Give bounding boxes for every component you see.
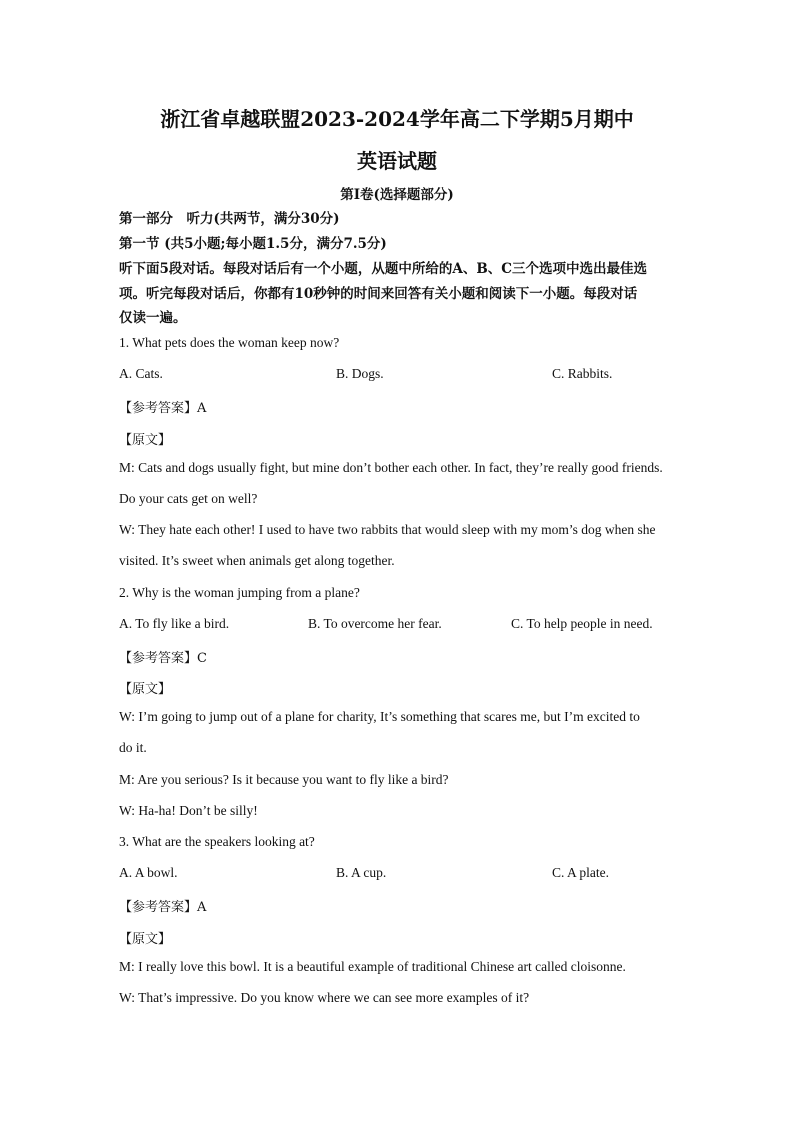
transcript-line: W: They hate each other! I used to have two rabbits that would sleep with my mom’s dog when she	[119, 522, 656, 537]
transcript-line: Do your cats get on well?	[119, 491, 258, 506]
option-b: B. A cup.	[336, 865, 387, 880]
instruction-line: 仅读一遍。	[119, 310, 187, 326]
document-title: 浙江省卓越联盟2023-2024学年高二下学期5月期中	[160, 107, 634, 131]
option-c: C. To help people in need.	[511, 616, 653, 631]
option-b: B. To overcome her fear.	[308, 616, 442, 631]
question-stem: 3. What are the speakers looking at?	[119, 834, 315, 849]
part-heading: 第一部分 听力(共两节，满分30分)	[119, 211, 340, 227]
option-a: A. To fly like a bird.	[119, 616, 230, 631]
instruction-line: 项。听完每段对话后，你都有10秒钟的时间来回答有关小题和阅读下一小题。每段对话	[119, 286, 638, 302]
transcript-line: W: That’s impressive. Do you know where we can see more examples of it?	[119, 990, 530, 1005]
transcript-line: visited. It’s sweet when animals get along together.	[119, 553, 395, 568]
document-subtitle: 英语试题	[357, 149, 437, 173]
answer-key: 【参考答案】A	[119, 900, 207, 915]
transcript-line: W: Ha-ha! Don’t be silly!	[119, 803, 258, 818]
volume-heading: 第Ⅰ卷(选择题部分)	[340, 187, 454, 203]
question-stem: 2. Why is the woman jumping from a plane?	[119, 585, 360, 600]
answer-key: 【参考答案】A	[119, 401, 207, 416]
transcript-label: 【原文】	[119, 433, 172, 448]
transcript-line: do it.	[119, 740, 147, 755]
option-b: B. Dogs.	[336, 366, 384, 381]
transcript-line: M: Cats and dogs usually fight, but mine don’t bother each other. In fact, they’re really good friends.	[119, 460, 663, 475]
transcript-line: W: I’m going to jump out of a plane for charity, It’s something that scares me, but I’m excited to	[119, 709, 640, 724]
answer-key: 【参考答案】C	[119, 651, 207, 666]
option-a: A. Cats.	[119, 366, 163, 381]
transcript-label: 【原文】	[119, 932, 172, 947]
option-a: A. A bowl.	[119, 865, 178, 880]
option-c: C. Rabbits.	[552, 366, 613, 381]
question-stem: 1. What pets does the woman keep now?	[119, 335, 340, 350]
instruction-line: 听下面5段对话。每段对话后有一个小题，从题中所给的A、B、C三个选项中选出最佳选	[119, 261, 648, 277]
transcript-label: 【原文】	[119, 682, 172, 697]
section-heading: 第一节 (共5小题;每小题1.5分，满分7.5分)	[119, 236, 387, 252]
option-c: C. A plate.	[552, 865, 609, 880]
transcript-line: M: Are you serious? Is it because you want to fly like a bird?	[119, 772, 449, 787]
transcript-line: M: I really love this bowl. It is a beautiful example of traditional Chinese art called cloisonne.	[119, 959, 626, 974]
